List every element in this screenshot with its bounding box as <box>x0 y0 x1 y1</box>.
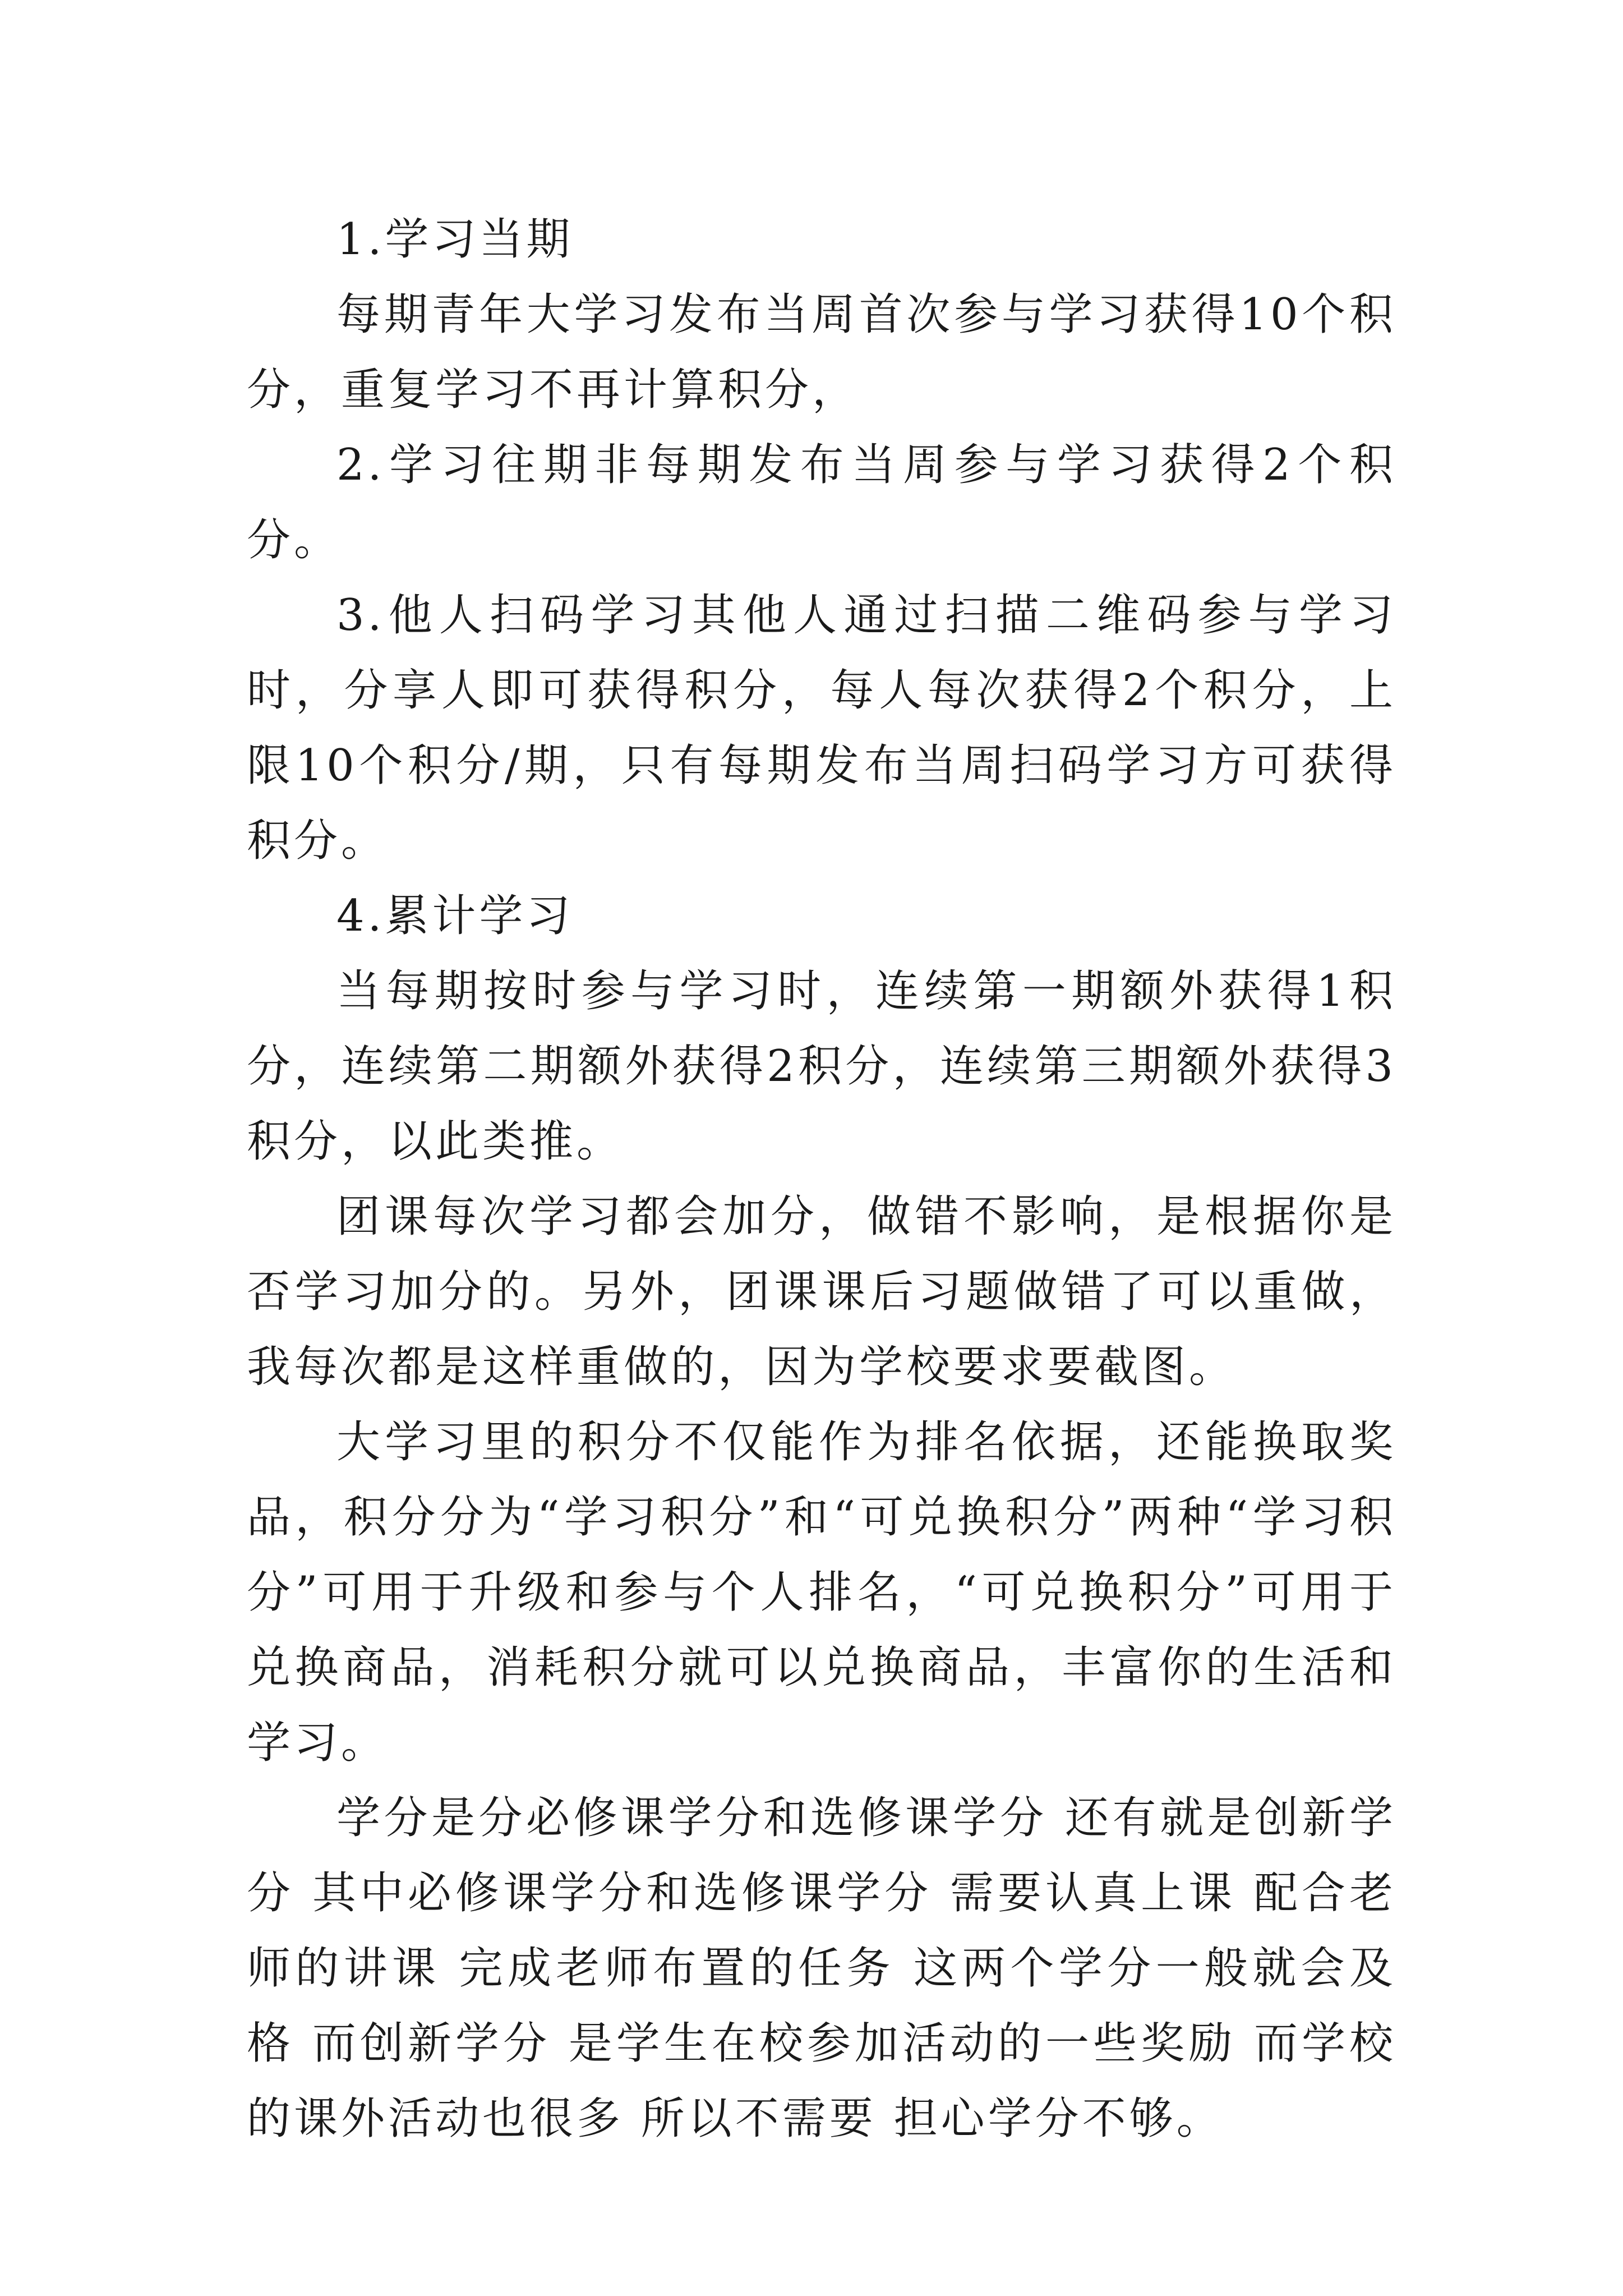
paragraph-section-1-heading: 1.学习当期 <box>336 214 574 265</box>
paragraph-points-usage: 大学习里的积分不仅能作为排名依据，还能换取奖品，积分分为“学习积分”和“可兑换积分”两种“学习积分”可用于升级和参与个人排名，“可兑换积分”可用于兑换商品，消耗积分就可以兑换商品，丰富你的生活和学习。 <box>247 1417 1396 1768</box>
document-body <box>247 202 1396 2156</box>
paragraph-section-3: 3.他人扫码学习其他人通过扫描二维码参与学习时，分享人即可获得积分，每人每次获得2个积分，上限10个积分/期，只有每期发布当周扫码学习方可获得积分。 <box>247 590 1396 866</box>
paragraph-section-1-body: 每期青年大学习发布当周首次参与学习获得10个积分，重复学习不再计算积分， <box>247 289 1396 415</box>
paragraph-section-4-heading: 4.累计学习 <box>336 891 574 941</box>
paragraph-credits: 学分是分必修课学分和选修课学分 还有就是创新学分 其中必修课学分和选修课学分 需要认真上课 配合老师的讲课 完成老师布置的任务 这两个学分一般就会及格 而创新学分 是学生在校参加活动的一些奖励 而学校的课外活动也很多 所以不需要 担心学分不够。 <box>247 1793 1396 2144</box>
paragraph-section-2: 2.学习往期非每期发布当周参与学习获得2个积分。 <box>247 440 1396 565</box>
paragraph-group-class: 团课每次学习都会加分，做错不影响，是根据你是否学习加分的。另外，团课课后习题做错了可以重做，我每次都是这样重做的，因为学校要求要截图。 <box>247 1191 1396 1392</box>
paragraph-section-4-body: 当每期按时参与学习时，连续第一期额外获得1积分，连续第二期额外获得2积分，连续第三期额外获得3积分，以此类推。 <box>247 966 1396 1167</box>
